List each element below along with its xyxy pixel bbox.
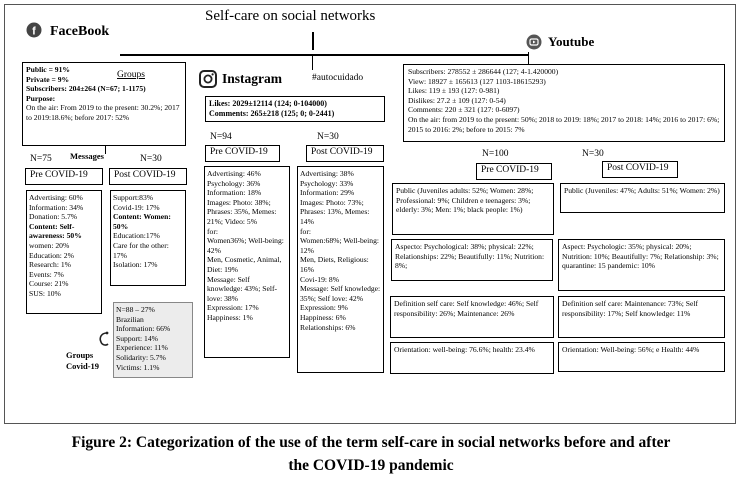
groups-covid-box [113,302,193,378]
yt-post-definition-box: Definition self care: Maintenance: 73%; Self responsibility: 17%; Self knowledge: 11% [558,296,725,338]
fb-n-pre: N=75 [30,154,52,164]
figure-caption-line-1: Figure 2: Categorization of the use of the term self-care in social networks before and after [71,434,671,451]
fb-subscribers: Subscribers: 204±264 (N=67; 1-1175) [26,84,146,94]
ig-post-item: Psychology: 33% [300,178,354,188]
instagram-hashtag: #autocuidado [312,73,364,83]
figure-title: Self-care on social networks [205,8,376,24]
ig-pre-covid-box [204,166,290,358]
fb-post-covid-label: Post COVID-19 [109,168,187,185]
fb-post-item: Care for the other: 17% [113,240,169,260]
facebook-label: FaceBook [50,24,110,39]
main-horizontal-line [120,54,528,56]
fb-private: Private = 9% [26,74,70,84]
ig-pre-item: Images: Photo: 38%; Phrases: 35%, Memes: 21%; Video: 5% [207,197,277,226]
fb-pre-item: women: 20% [29,240,70,250]
title-connector [312,32,314,50]
yt-n-pre: N=100 [482,149,509,159]
fb-pre-item: Donation: 5.7% [29,212,78,222]
fb-post-item: Covid-19: 17% [113,202,160,212]
fb-pre-item: Events: 7% [29,269,64,279]
svg-text:f: f [32,25,36,38]
ig-pre-item: Information: 18% [207,188,262,198]
fb-pre-item: Research: 1% [29,260,71,270]
ig-likes: Likes: 2029±12114 (124; 0-104000) [209,99,327,108]
ig-pre-item: Happiness: 1% [207,312,253,322]
ig-pre-item: Advertising: 46% [207,169,261,178]
yt-pre-public-box: Public (Juveniles adults: 52%; Women: 28%; Professional: 9%; Children e teenagers: 3%; elderly: 3%; Men: 1%; black people: 1%) [392,183,554,235]
fb-pre-item: Education: 2% [29,250,74,260]
ig-n-post: N=30 [317,132,339,142]
fb-post-item: Content: Women: 50% [113,212,171,231]
covid-group-item: Solidarity: 5.7% [116,352,166,362]
yt-pre-orientation-box: Orientation: well-being: 76.6%; health: 23.4% [390,342,554,374]
fb-post-covid-box [110,190,186,286]
ig-post-item: Information: 29% [300,188,355,198]
ig-pre-item: Men, Cosmetic, Animal, Diet: 19% [207,255,282,274]
ig-post-item: Message: Self knowledge: 35%; Self love: 42% [300,284,381,303]
yt-on-air: On the air: from 2019 to the present: 50%; 2018 to 2019: 18%; 2017 to 2018: 14%; 2016 to 2017: 6%; 2015 to 2016: 2%; before to 2015: 7% [408,114,720,134]
covid-group-item: Victims: 1.1% [116,362,160,372]
ig-post-item: Expression: 9% [300,303,348,313]
ig-post-item: Advertising: 38% [300,169,354,178]
ig-post-covid-box [297,166,384,373]
youtube-label: Youtube [548,34,595,49]
yt-post-covid-label: Post COVID-19 [602,161,678,178]
youtube-icon [526,34,542,50]
ig-post-item: Covi-19: 8% [300,274,340,284]
fb-pre-covid-box [26,190,102,314]
fb-post-item: Education:17% [113,231,160,241]
yt-post-public-box: Public (Juveniles: 47%; Adults: 51%; Women: 2%) [560,183,725,213]
fb-pre-item: SUS: 10% [29,288,61,298]
fb-pre-item: Content: Self-awareness: 50% [29,221,82,241]
yt-comments: Comments: 220 ± 321 (127: 0-6097) [408,105,520,115]
covid-group-item: N=88 – 27% [116,305,155,314]
fb-public: Public = 91% [26,65,70,74]
facebook-summary-box [22,62,186,146]
ig-post-item: Happiness: 6% [300,312,346,322]
youtube-summary-box [403,64,725,142]
ig-pre-item: Expression: 17% [207,303,259,313]
ig-pre-item: Message: Self knowledge: 43%; Self-love: 38% [207,274,278,303]
ig-pre-item: Psychology: 36% [207,178,261,188]
yt-pre-definition-box: Definition self care: Self knowledge: 46%; Self responsibility: 26%; Maintenance: 26% [390,296,554,338]
fb-post-item: Support:83% [113,193,154,202]
covid-group-item: Support: 14% [116,333,158,343]
yt-n-post: N=30 [582,149,604,159]
ig-post-covid-label: Post COVID-19 [306,145,384,162]
ig-post-item: Relationships: 6% [300,322,356,332]
ig-pre-item: Women36%; Well-being: 42% [207,236,284,255]
ig-pre-item: for: [207,226,218,236]
ig-post-item: for: [300,226,311,236]
instagram-label: Instagram [222,71,282,86]
instagram-icon [199,70,217,88]
ig-comments: Comments: 265±218 (125; 0; 0-2441) [209,108,335,118]
fb-groups-label: Groups [117,70,145,80]
fb-pre-item: Course: 21% [29,279,69,289]
ig-n-pre: N=94 [210,132,232,142]
yt-pre-covid-label: Pre COVID-19 [476,163,552,180]
yt-post-aspect-box: Aspect: Psychologic: 35%; physical: 20%; Nutrition: 10%; Beautifully: 7%; Relationship: 3%; quarantine: 15 pandemic: 10% [558,239,725,291]
youtube-connector [528,52,529,64]
yt-likes: Likes: 119 ± 193 (127: 0-981) [408,86,500,96]
fb-pre-item: Information: 34% [29,202,84,212]
facebook-icon [26,22,42,38]
yt-post-orientation-box: Orientation: Well-being: 56%; e Health: 44% [558,342,725,372]
fb-pre-covid-label: Pre COVID-19 [25,168,103,185]
fb-post-item: Isolation: 17% [113,260,158,270]
yt-views: View: 18927 ± 165613 (127 1103-18615293) [408,76,546,86]
covid-group-item: Experience: 11% [116,343,168,353]
figure-caption-line-2: the COVID-19 pandemic [288,457,454,474]
yt-dislikes: Dislikes: 27.2 ± 109 (127: 0-54) [408,95,506,105]
ig-post-item: Women:68%; Well-being: 12% [300,236,379,255]
fb-messages-connector [105,146,106,154]
covid-group-item: Brazilian [116,314,144,324]
fb-purpose: Purpose: [26,93,56,103]
yt-subscribers: Subscribers: 278552 ± 286644 (127; 4-1.420000) [408,67,559,76]
fb-n-post: N=30 [140,154,162,164]
covid-group-item: Information: 66% [116,324,171,334]
yt-pre-aspect-box: Aspecto: Psychological: 38%; physical: 22%; Relationships: 22%; Beautifully: 11%; Nutrition: 8%; [391,239,553,281]
fb-on-air: On the air: From 2019 to the present: 30.2%; 2017 to 2019:18.6%; before 2017: 52% [26,103,180,122]
instagram-connector [312,56,313,70]
ig-post-item: Men, Diets, Religious: 16% [300,255,369,274]
covid-groups-icon [96,330,112,350]
instagram-summary-box [205,96,385,122]
ig-post-item: Images: Photo: 73%; Phrases: 13%, Memes: 14% [300,197,370,226]
ig-pre-covid-label: Pre COVID-19 [205,145,280,162]
fb-pre-item: Advertising: 60% [29,193,83,202]
fb-messages-label: Messages [70,151,104,161]
groups-covid-label: Groups Covid-19 [66,350,100,371]
